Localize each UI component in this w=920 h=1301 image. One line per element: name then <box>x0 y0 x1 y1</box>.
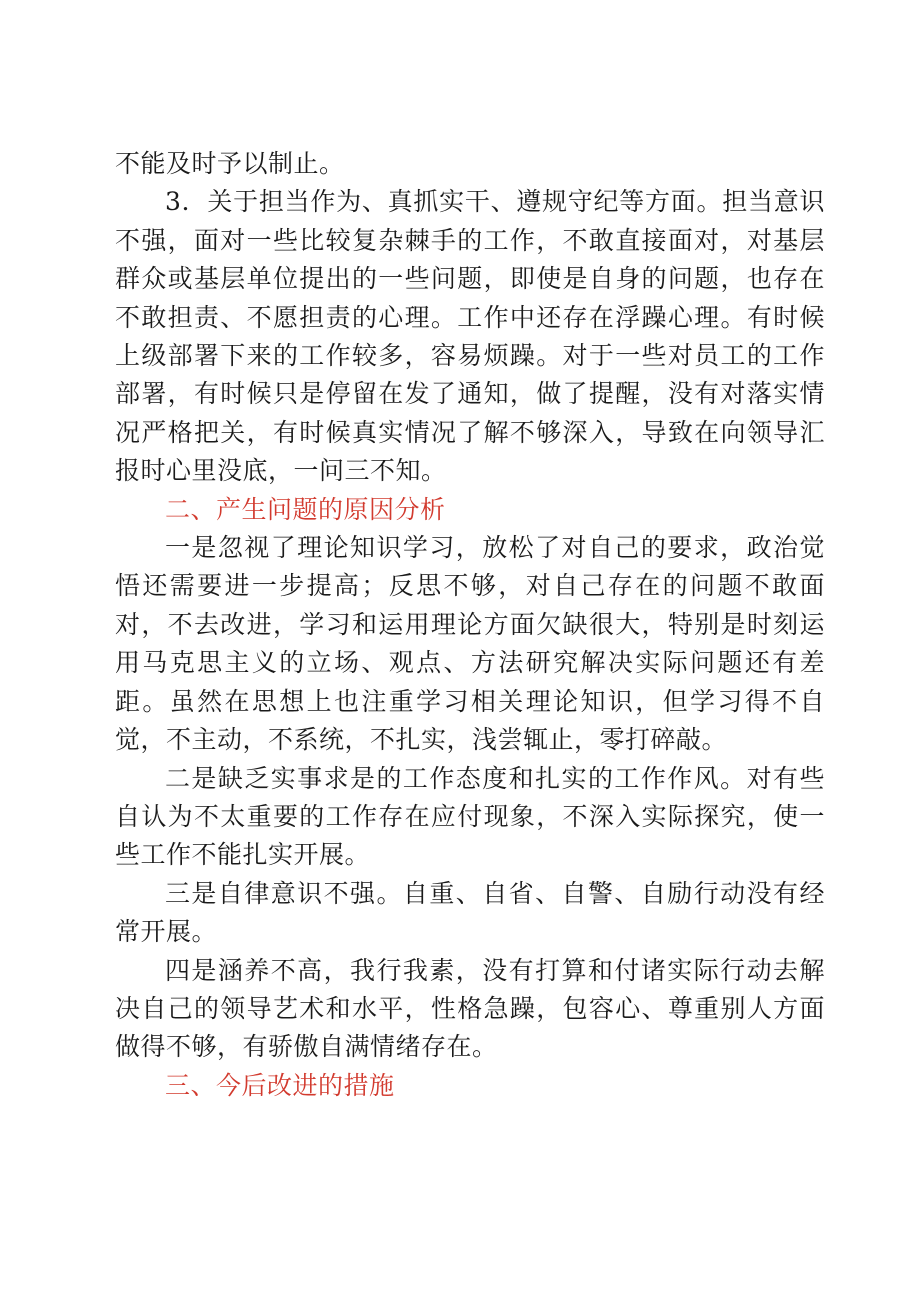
paragraph-reason-1: 一是忽视了理论知识学习，放松了对自己的要求，政治觉悟还需要进一步提高；反思不够，对自己存在的问题不敢面对，不去改进，学习和运用理论方面欠缺很大，特别是时刻运用马克思主义的立场、观点、方法研究解决实际问题还有差距。虽然在思想上也注重学习相关理论知识，但学习得不自觉，不主动，不系统，不扎实，浅尝辄止，零打碎敲。 <box>115 533 825 755</box>
paragraph-reason-4: 四是涵养不高，我行我素，没有打算和付诸实际行动去解决自己的领导艺术和水平，性格急躁，包容心、尊重别人方面做得不够，有骄傲自满情绪存在。 <box>115 955 825 1062</box>
paragraph-reason-3: 三是自律意识不强。自重、自省、自警、自励行动没有经常开展。 <box>115 878 825 947</box>
paragraph-item-3: 3．关于担当作为、真抓实干、遵规守纪等方面。担当意识不强，面对一些比较复杂棘手的工作，不敢直接面对，对基层群众或基层单位提出的一些问题，即使是自身的问题，也存在不敢担责、不愿担责的心理。工作中还存在浮躁心理。有时候上级部署下来的工作较多，容易烦躁。对于一些对员工的工作部署，有时候只是停留在发了通知，做了提醒，没有对落实情况严格把关，有时候真实情况了解不够深入，导致在向领导汇报时心里没底，一问三不知。 <box>115 187 825 486</box>
paragraph-continued: 不能及时予以制止。 <box>115 149 345 178</box>
section-heading-3: 三、今后改进的措施 <box>165 1070 395 1100</box>
document-body <box>115 145 825 1105</box>
paragraph-reason-2: 二是缺乏实事求是的工作态度和扎实的工作作风。对有些自认为不太重要的工作存在应付现象，不深入实际探究，使一些工作不能扎实开展。 <box>115 763 825 870</box>
section-heading-2: 二、产生问题的原因分析 <box>165 494 446 524</box>
